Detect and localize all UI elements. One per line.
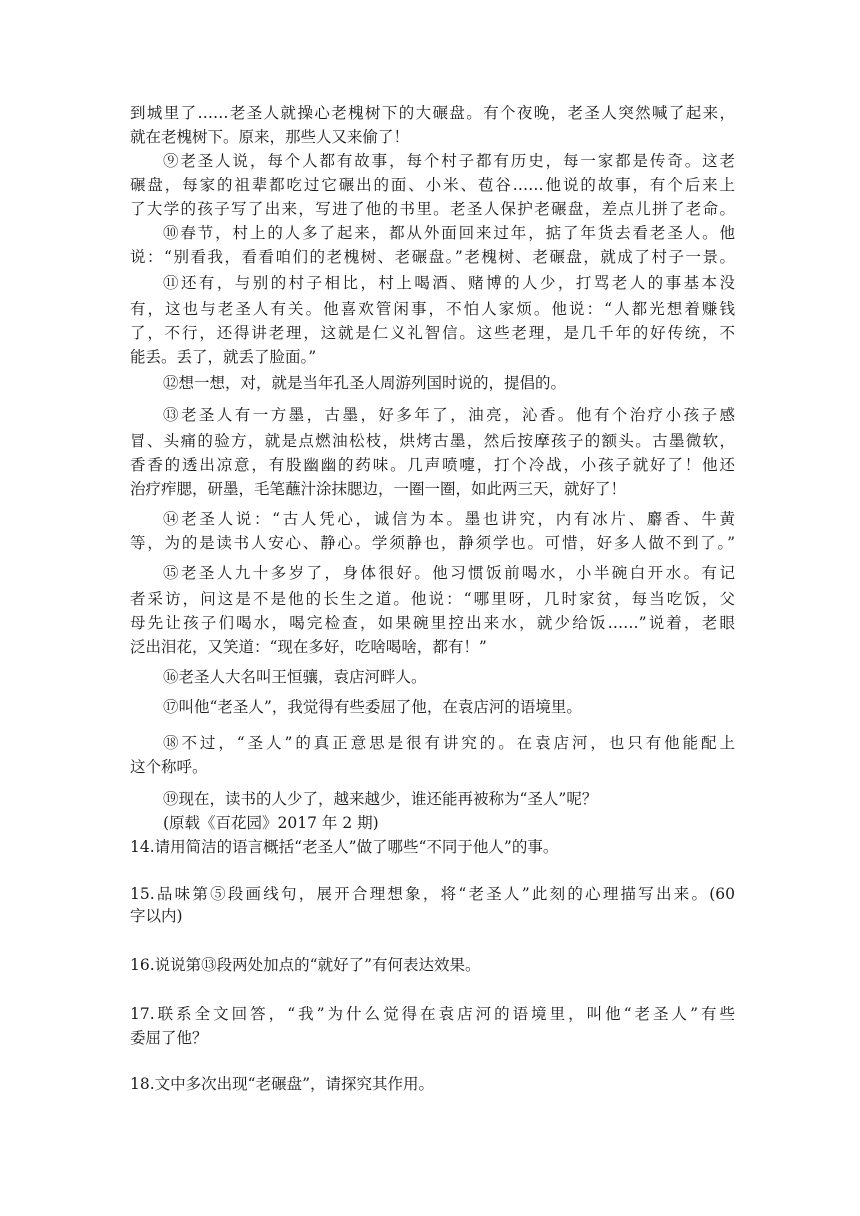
question-text: 说说第⑬段两处加点的“就好了”有何表达效果。: [154, 956, 481, 974]
text-line: 这个称呼。: [130, 758, 208, 776]
question-16: [130, 955, 735, 975]
text-line: 能丢。丢了，就丢了脸面。”: [130, 348, 317, 366]
text-line: ⑱不过，“圣人”的真正意思是很有讲究的。在袁店河，也只有他能配上: [163, 734, 735, 752]
text-line: ⑨老圣人说，每个人都有故事，每个村子都有历史，每一家都是传奇。这老: [163, 152, 735, 170]
text-line: 碾盘，每家的祖辈都吃过它碾出的面、小米、苞谷……他说的故事，有个后来上: [130, 176, 735, 194]
text-line: 母先让孩子们喝水，喝完检查，如果碗里控出来水，就少给饭……”说着，老眼: [130, 614, 735, 632]
text-line: 了，不行，还得讲老理，这就是仁义礼智信。这些老理，是几千年的好传统，不: [130, 324, 735, 342]
text-line: ⑪还有，与别的村子相比，村上喝酒、赌博的人少，打骂老人的事基本没: [163, 274, 735, 292]
text-line: ⑯老圣人大名叫王恒骧，袁店河畔人。: [163, 668, 427, 686]
text-line: ⑫想一想，对，就是当年孔圣人周游列国时说的，提倡的。: [163, 374, 567, 392]
text-line: 治疗痄腮，研墨，毛笔蘸汁涂抹腮边，一圈一圈，如此两三天，就好了！: [130, 480, 627, 498]
question-number: 15.: [130, 885, 155, 903]
question-text: 请用简洁的语言概括“老圣人”做了哪些“不同于他人”的事。: [154, 838, 559, 856]
text-line: 有，这也与老圣人有关。他喜欢管闲事，不怕人家烦。他说：“人都光想着赚钱: [130, 300, 735, 318]
text-line: 泛出泪花，又笑道：“现在多好，吃啥喝啥，都有！”: [130, 638, 487, 656]
text-line: ⑩春节，村上的人多了起来，都从外面回来过年，掂了年货去看老圣人。他: [163, 224, 735, 242]
text-line: 说：“别看我，看看咱们的老槐树、老碾盘。”老槐树、老碾盘，就成了村子一景。: [130, 248, 735, 266]
text-line: 就在老槐树下。原来，那些人又来偷了！: [130, 128, 410, 146]
question-text: 文中多次出现“老碾盘”，请探究其作用。: [154, 1075, 435, 1093]
question-18: [130, 1074, 735, 1094]
text-line: ⑭老圣人说：“古人凭心，诚信为本。墨也讲究，内有冰片、麝香、牛黄: [163, 510, 735, 528]
text-line: 冒、头痛的验方，就是点燃油松枝，烘烤古墨，然后按摩孩子的额头。古墨微软，: [130, 432, 735, 450]
text-line: 香香的透出凉意，有股幽幽的药味。几声喷嚏，打个冷战，小孩子就好了！他还: [130, 456, 735, 474]
question-17-cont: 委屈了他？: [130, 1029, 208, 1047]
question-number: 18.: [130, 1075, 155, 1093]
question-number: 17.: [130, 1005, 155, 1023]
question-14: [130, 837, 735, 857]
question-number: 16.: [130, 956, 155, 974]
question-text: 品味第⑤段画线句，展开合理想象，将“老圣人”此刻的心理描写出来。(60: [154, 885, 735, 903]
question-number: 14.: [130, 838, 155, 856]
question-15: [130, 884, 735, 904]
text-line: ⑰叫他“老圣人”，我觉得有些委屈了他，在袁店河的语境里。: [163, 698, 582, 716]
text-line: ⑬老圣人有一方墨，古墨，好多年了，油亮，沁香。他有个治疗小孩子感: [163, 406, 735, 424]
question-text: 联系全文回答，“我”为什么觉得在袁店河的语境里，叫他“老圣人”有些: [154, 1005, 735, 1023]
question-15-cont: 字以内): [130, 907, 183, 925]
source-citation: (原载《百花园》2017 年 2 期): [163, 814, 379, 832]
question-17: [130, 1004, 735, 1024]
text-line: 等，为的是读书人安心、静心。学须静也，静须学也。可惜，好多人做不到了。”: [130, 534, 735, 552]
text-line: 到城里了……老圣人就操心老槐树下的大碾盘。有个夜晚，老圣人突然喊了起来，: [130, 104, 735, 122]
text-line: 者采访，问这是不是他的长生之道。他说：“哪里呀，几时家贫，每当吃饭，父: [130, 590, 735, 608]
text-line: ⑲现在，读书的人少了，越来越少，谁还能再被称为“圣人”呢？: [163, 790, 598, 808]
text-line: 了大学的孩子写了出来，写进了他的书里。老圣人保护老碾盘，差点儿拼了老命。: [130, 200, 735, 218]
text-line: ⑮老圣人九十多岁了，身体很好。他习惯饭前喝水，小半碗白开水。有记: [163, 564, 735, 582]
